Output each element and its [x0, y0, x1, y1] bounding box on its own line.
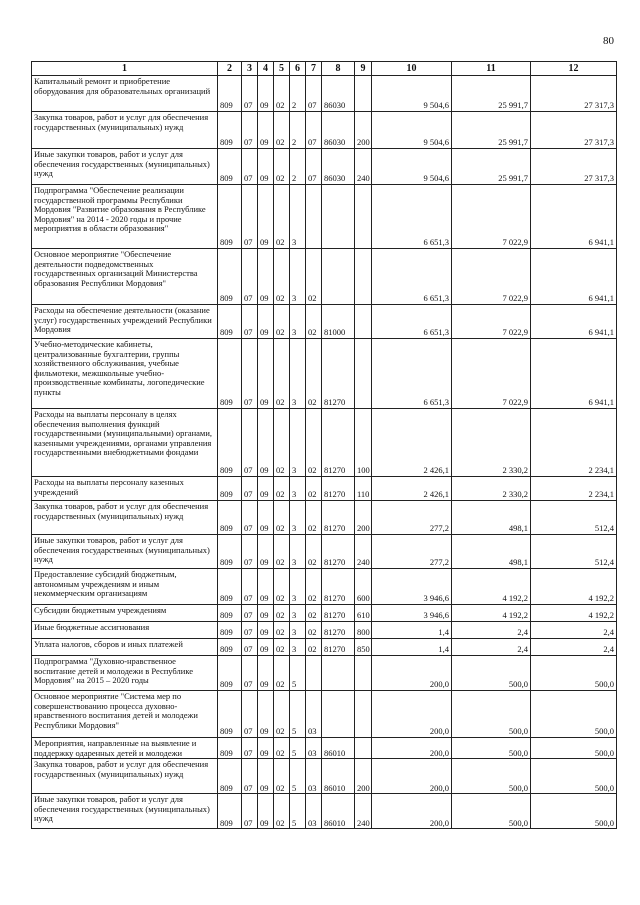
row-name: Основное мероприятие "Обеспечение деятельности подведомственных государственных организаций Министерства образования Республики Мордовия": [32, 249, 218, 305]
program-code: 02: [274, 339, 290, 409]
subprogram-code: 3: [290, 185, 306, 249]
subsection-code: 09: [258, 622, 274, 639]
table-row: [32, 249, 617, 305]
amount-col-10: 6 651,3: [372, 185, 452, 249]
amount-col-12: 500,0: [531, 759, 617, 794]
program-code: 02: [274, 691, 290, 738]
chapter-code: 809: [218, 409, 242, 477]
section-code: 07: [242, 691, 258, 738]
subsection-code: 09: [258, 535, 274, 569]
subprogram-code: 3: [290, 569, 306, 605]
amount-col-12: 6 941,1: [531, 305, 617, 339]
amount-col-10: 277,2: [372, 501, 452, 535]
section-code: 07: [242, 738, 258, 759]
subsection-code: 09: [258, 76, 274, 112]
amount-col-11: 2,4: [452, 622, 531, 639]
direction-code: 86010: [322, 738, 355, 759]
table-row: [32, 477, 617, 501]
expense-type-code: 610: [355, 605, 372, 622]
expense-type-code: [355, 691, 372, 738]
expense-type-code: 200: [355, 112, 372, 149]
subsection-code: 09: [258, 501, 274, 535]
amount-col-12: 500,0: [531, 656, 617, 691]
subsection-code: 09: [258, 605, 274, 622]
amount-col-12: 500,0: [531, 738, 617, 759]
row-name: Иные закупки товаров, работ и услуг для обеспечения государственных (муниципальных) нужд: [32, 149, 218, 185]
amount-col-10: 9 504,6: [372, 112, 452, 149]
amount-col-10: 6 651,3: [372, 305, 452, 339]
amount-col-10: 200,0: [372, 759, 452, 794]
amount-col-10: 9 504,6: [372, 149, 452, 185]
subsection-code: 09: [258, 305, 274, 339]
chapter-code: 809: [218, 605, 242, 622]
direction-code: 81270: [322, 477, 355, 501]
subprogram-code: 3: [290, 409, 306, 477]
table-body: [32, 76, 617, 829]
table-row: [32, 605, 617, 622]
column-header: 2: [218, 62, 242, 76]
amount-col-11: 498,1: [452, 501, 531, 535]
table-row: [32, 569, 617, 605]
section-code: 07: [242, 794, 258, 829]
amount-col-12: 4 192,2: [531, 569, 617, 605]
amount-col-12: 2,4: [531, 639, 617, 656]
chapter-code: 809: [218, 112, 242, 149]
expense-type-code: [355, 656, 372, 691]
measure-code: 02: [306, 605, 322, 622]
column-header: 1: [32, 62, 218, 76]
section-code: 07: [242, 149, 258, 185]
table-row: [32, 305, 617, 339]
direction-code: 81270: [322, 622, 355, 639]
amount-col-12: 500,0: [531, 691, 617, 738]
column-header: 12: [531, 62, 617, 76]
subprogram-code: 3: [290, 605, 306, 622]
column-header: 11: [452, 62, 531, 76]
program-code: 02: [274, 569, 290, 605]
direction-code: 81270: [322, 501, 355, 535]
row-name: Расходы на обеспечение деятельности (оказание услуг) государственных учреждений Республики Мордовия: [32, 305, 218, 339]
chapter-code: 809: [218, 569, 242, 605]
measure-code: 03: [306, 794, 322, 829]
subprogram-code: 5: [290, 794, 306, 829]
direction-code: 86030: [322, 112, 355, 149]
amount-col-12: 27 317,3: [531, 149, 617, 185]
amount-col-10: 2 426,1: [372, 409, 452, 477]
row-name: Мероприятия, направленные на выявление и поддержку одаренных детей и молодежи: [32, 738, 218, 759]
table-row: [32, 185, 617, 249]
table-row: [32, 622, 617, 639]
amount-col-10: 277,2: [372, 535, 452, 569]
expense-type-code: 240: [355, 794, 372, 829]
direction-code: [322, 249, 355, 305]
subprogram-code: 5: [290, 738, 306, 759]
expense-type-code: [355, 339, 372, 409]
chapter-code: 809: [218, 759, 242, 794]
amount-col-11: 7 022,9: [452, 249, 531, 305]
measure-code: 02: [306, 477, 322, 501]
chapter-code: 809: [218, 249, 242, 305]
measure-code: 02: [306, 535, 322, 569]
subsection-code: 09: [258, 569, 274, 605]
direction-code: 86030: [322, 149, 355, 185]
section-code: 07: [242, 656, 258, 691]
table-row: [32, 794, 617, 829]
expense-type-code: [355, 76, 372, 112]
amount-col-12: 512,4: [531, 535, 617, 569]
subsection-code: 09: [258, 249, 274, 305]
direction-code: [322, 656, 355, 691]
amount-col-11: 7 022,9: [452, 339, 531, 409]
chapter-code: 809: [218, 691, 242, 738]
amount-col-10: 200,0: [372, 794, 452, 829]
column-header: 3: [242, 62, 258, 76]
program-code: 02: [274, 477, 290, 501]
program-code: 02: [274, 794, 290, 829]
amount-col-11: 7 022,9: [452, 305, 531, 339]
direction-code: 81270: [322, 569, 355, 605]
measure-code: 02: [306, 639, 322, 656]
chapter-code: 809: [218, 738, 242, 759]
direction-code: 81000: [322, 305, 355, 339]
subsection-code: 09: [258, 339, 274, 409]
amount-col-12: 2 234,1: [531, 409, 617, 477]
direction-code: 81270: [322, 605, 355, 622]
measure-code: 03: [306, 759, 322, 794]
chapter-code: 809: [218, 622, 242, 639]
measure-code: 07: [306, 112, 322, 149]
direction-code: 86030: [322, 76, 355, 112]
expense-type-code: 600: [355, 569, 372, 605]
chapter-code: 809: [218, 501, 242, 535]
section-code: 07: [242, 622, 258, 639]
subprogram-code: 5: [290, 656, 306, 691]
amount-col-12: 4 192,2: [531, 605, 617, 622]
amount-col-10: 200,0: [372, 738, 452, 759]
measure-code: [306, 656, 322, 691]
amount-col-10: 3 946,6: [372, 569, 452, 605]
amount-col-10: 200,0: [372, 656, 452, 691]
row-name: Предоставление субсидий бюджетным, автономным учреждениям и иным некоммерческим организациям: [32, 569, 218, 605]
section-code: 07: [242, 605, 258, 622]
row-name: Подпрограмма "Обеспечение реализации государственной программы Республики Мордовия "Развитие образования в Республике Мордовия" на 2014 - 2020 годы и прочие мероприятия в области образования": [32, 185, 218, 249]
section-code: 07: [242, 185, 258, 249]
table-row: [32, 738, 617, 759]
subprogram-code: 3: [290, 501, 306, 535]
expense-type-code: 850: [355, 639, 372, 656]
chapter-code: 809: [218, 656, 242, 691]
column-header: 6: [290, 62, 306, 76]
amount-col-11: 25 991,7: [452, 149, 531, 185]
direction-code: 81270: [322, 639, 355, 656]
amount-col-11: 500,0: [452, 691, 531, 738]
measure-code: 02: [306, 305, 322, 339]
amount-col-11: 25 991,7: [452, 112, 531, 149]
row-name: Субсидии бюджетным учреждениям: [32, 605, 218, 622]
section-code: 07: [242, 409, 258, 477]
section-code: 07: [242, 759, 258, 794]
subsection-code: 09: [258, 794, 274, 829]
expense-type-code: [355, 305, 372, 339]
subprogram-code: 3: [290, 305, 306, 339]
table-row: [32, 639, 617, 656]
direction-code: [322, 691, 355, 738]
subprogram-code: 3: [290, 622, 306, 639]
row-name: Учебно-методические кабинеты, централизованные бухгалтерии, группы хозяйственного обслуживания, учебные фильмотеки, межшкольные учебно-производственные комбинаты, логопедические пункты: [32, 339, 218, 409]
subprogram-code: 2: [290, 112, 306, 149]
amount-col-11: 498,1: [452, 535, 531, 569]
subprogram-code: 5: [290, 759, 306, 794]
amount-col-10: 1,4: [372, 622, 452, 639]
amount-col-11: 500,0: [452, 759, 531, 794]
amount-col-10: 6 651,3: [372, 339, 452, 409]
amount-col-11: 7 022,9: [452, 185, 531, 249]
measure-code: 03: [306, 691, 322, 738]
row-name: Закупка товаров, работ и услуг для обеспечения государственных (муниципальных) нужд: [32, 112, 218, 149]
program-code: 02: [274, 149, 290, 185]
table-row: [32, 339, 617, 409]
column-header: 4: [258, 62, 274, 76]
section-code: 07: [242, 305, 258, 339]
subsection-code: 09: [258, 639, 274, 656]
program-code: 02: [274, 622, 290, 639]
section-code: 07: [242, 569, 258, 605]
expense-type-code: 240: [355, 535, 372, 569]
subsection-code: 09: [258, 738, 274, 759]
measure-code: 02: [306, 249, 322, 305]
row-name: Основное мероприятие "Система мер по совершенствованию процесса духовно-нравственного воспитания детей и молодежи Республики Мордовия": [32, 691, 218, 738]
amount-col-12: 27 317,3: [531, 76, 617, 112]
direction-code: 81270: [322, 339, 355, 409]
amount-col-10: 6 651,3: [372, 249, 452, 305]
subprogram-code: 5: [290, 691, 306, 738]
direction-code: 86010: [322, 759, 355, 794]
subsection-code: 09: [258, 691, 274, 738]
amount-col-12: 2 234,1: [531, 477, 617, 501]
subsection-code: 09: [258, 149, 274, 185]
expense-type-code: 200: [355, 501, 372, 535]
measure-code: 07: [306, 149, 322, 185]
subprogram-code: 3: [290, 477, 306, 501]
chapter-code: 809: [218, 185, 242, 249]
subprogram-code: 3: [290, 249, 306, 305]
table-row: [32, 409, 617, 477]
subprogram-code: 2: [290, 76, 306, 112]
subprogram-code: 3: [290, 639, 306, 656]
chapter-code: 809: [218, 477, 242, 501]
chapter-code: 809: [218, 76, 242, 112]
expense-type-code: 800: [355, 622, 372, 639]
budget-table: [31, 61, 617, 829]
column-header: 7: [306, 62, 322, 76]
expense-type-code: 110: [355, 477, 372, 501]
measure-code: 07: [306, 76, 322, 112]
subsection-code: 09: [258, 477, 274, 501]
amount-col-11: 4 192,2: [452, 605, 531, 622]
row-name: Капитальный ремонт и приобретение оборудования для образовательных организаций: [32, 76, 218, 112]
table-row: [32, 535, 617, 569]
section-code: 07: [242, 477, 258, 501]
table-row: [32, 759, 617, 794]
chapter-code: 809: [218, 305, 242, 339]
row-name: Закупка товаров, работ и услуг для обеспечения государственных (муниципальных) нужд: [32, 501, 218, 535]
chapter-code: 809: [218, 639, 242, 656]
program-code: 02: [274, 656, 290, 691]
table-header-row: [32, 62, 617, 76]
measure-code: 02: [306, 569, 322, 605]
row-name: Расходы на выплаты персоналу в целях обеспечения выполнения функций государственными (муниципальными) органами, казенными учреждениями, органами управления государственными внебюджетными фондами: [32, 409, 218, 477]
row-name: Иные бюджетные ассигнования: [32, 622, 218, 639]
amount-col-12: 6 941,1: [531, 339, 617, 409]
amount-col-10: 1,4: [372, 639, 452, 656]
expense-type-code: [355, 185, 372, 249]
amount-col-12: 6 941,1: [531, 185, 617, 249]
amount-col-11: 500,0: [452, 656, 531, 691]
subprogram-code: 3: [290, 339, 306, 409]
expense-type-code: 100: [355, 409, 372, 477]
program-code: 02: [274, 249, 290, 305]
subprogram-code: 2: [290, 149, 306, 185]
program-code: 02: [274, 76, 290, 112]
amount-col-10: 3 946,6: [372, 605, 452, 622]
row-name: Иные закупки товаров, работ и услуг для обеспечения государственных (муниципальных) нужд: [32, 535, 218, 569]
program-code: 02: [274, 112, 290, 149]
subsection-code: 09: [258, 185, 274, 249]
program-code: 02: [274, 305, 290, 339]
expense-type-code: 200: [355, 759, 372, 794]
chapter-code: 809: [218, 535, 242, 569]
chapter-code: 809: [218, 149, 242, 185]
subsection-code: 09: [258, 656, 274, 691]
row-name: Уплата налогов, сборов и иных платежей: [32, 639, 218, 656]
amount-col-10: 9 504,6: [372, 76, 452, 112]
section-code: 07: [242, 76, 258, 112]
amount-col-12: 6 941,1: [531, 249, 617, 305]
measure-code: 03: [306, 738, 322, 759]
row-name: Расходы на выплаты персоналу казенных учреждений: [32, 477, 218, 501]
measure-code: 02: [306, 339, 322, 409]
program-code: 02: [274, 738, 290, 759]
amount-col-11: 500,0: [452, 794, 531, 829]
section-code: 07: [242, 339, 258, 409]
amount-col-11: 2 330,2: [452, 477, 531, 501]
column-header: 9: [355, 62, 372, 76]
direction-code: 86010: [322, 794, 355, 829]
table-row: [32, 76, 617, 112]
amount-col-10: 2 426,1: [372, 477, 452, 501]
amount-col-11: 4 192,2: [452, 569, 531, 605]
column-header: 10: [372, 62, 452, 76]
amount-col-12: 500,0: [531, 794, 617, 829]
row-name: Подпрограмма "Духовно-нравственное воспитание детей и молодежи в Республике Мордовия" на 2015 – 2020 годы: [32, 656, 218, 691]
program-code: 02: [274, 535, 290, 569]
program-code: 02: [274, 639, 290, 656]
section-code: 07: [242, 112, 258, 149]
table-row: [32, 112, 617, 149]
table-row: [32, 149, 617, 185]
section-code: 07: [242, 249, 258, 305]
program-code: 02: [274, 605, 290, 622]
table-row: [32, 656, 617, 691]
measure-code: 02: [306, 409, 322, 477]
program-code: 02: [274, 759, 290, 794]
row-name: Иные закупки товаров, работ и услуг для обеспечения государственных (муниципальных) нужд: [32, 794, 218, 829]
subsection-code: 09: [258, 112, 274, 149]
amount-col-11: 500,0: [452, 738, 531, 759]
column-header: 8: [322, 62, 355, 76]
column-header: 5: [274, 62, 290, 76]
expense-type-code: 240: [355, 149, 372, 185]
section-code: 07: [242, 535, 258, 569]
amount-col-12: 2,4: [531, 622, 617, 639]
amount-col-10: 200,0: [372, 691, 452, 738]
measure-code: 02: [306, 622, 322, 639]
program-code: 02: [274, 185, 290, 249]
subsection-code: 09: [258, 409, 274, 477]
section-code: 07: [242, 501, 258, 535]
chapter-code: 809: [218, 794, 242, 829]
amount-col-11: 2 330,2: [452, 409, 531, 477]
expense-type-code: [355, 249, 372, 305]
expense-type-code: [355, 738, 372, 759]
row-name: Закупка товаров, работ и услуг для обеспечения государственных (муниципальных) нужд: [32, 759, 218, 794]
direction-code: [322, 185, 355, 249]
amount-col-12: 512,4: [531, 501, 617, 535]
chapter-code: 809: [218, 339, 242, 409]
measure-code: [306, 185, 322, 249]
direction-code: 81270: [322, 409, 355, 477]
table-row: [32, 501, 617, 535]
amount-col-11: 2,4: [452, 639, 531, 656]
measure-code: 02: [306, 501, 322, 535]
direction-code: 81270: [322, 535, 355, 569]
amount-col-11: 25 991,7: [452, 76, 531, 112]
amount-col-12: 27 317,3: [531, 112, 617, 149]
subprogram-code: 3: [290, 535, 306, 569]
program-code: 02: [274, 409, 290, 477]
section-code: 07: [242, 639, 258, 656]
subsection-code: 09: [258, 759, 274, 794]
program-code: 02: [274, 501, 290, 535]
table-row: [32, 691, 617, 738]
page-number: 80: [603, 35, 614, 47]
